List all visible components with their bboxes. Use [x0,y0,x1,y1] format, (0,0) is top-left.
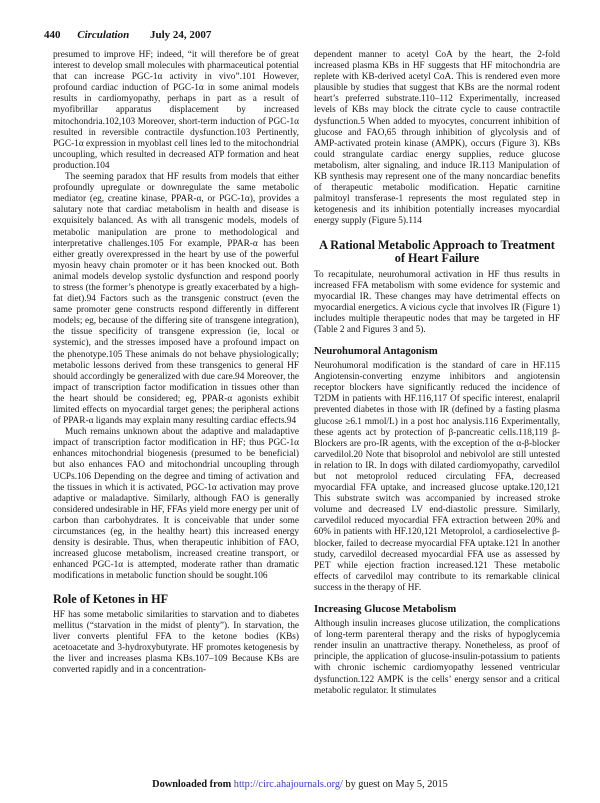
running-header [44,29,564,43]
journal-title: Circulation [77,29,130,41]
section-heading-rational-approach: A Rational Metabolic Approach to Treatment of Heart Failure [319,237,555,265]
body-paragraph: To recapitulate, neurohumoral activation in HF thus results in increased FFA metabolism with some evidence for systemic and myocardial IR. These changes may have detrimental effects on myocardial energetics. A vicious cycle that involves IR (Figure 1) includes multiple therapeutic nodes that may be targeted in HF (Table 2 and Figures 3 and 5). [314,269,560,335]
body-paragraph: Neurohumoral modification is the standard of care in HF.115 Angiotensin-converting enzyme inhibitors and angiotensin receptor blockers have significantly reduced the incidence of T2DM in patients with HF.116,117 Of specific interest, enalapril prevented diabetes in those with IR (defined by a fasting plasma glucose ≥6.1 mmol/L) in a post hoc analysis.116 Experimentally, these agents act by protection of β-pancreatic cells.118,119 β-Blockers are pro-IR agents, with the exception of the α-β-blocker carvedilol.20 Note that bisoprolol and nebivolol are still untested in relation to IR. In dogs with dilated cardiomyopathy, carvedilol but not metoprolol reduced circulating FFA, decreased myocardial FFA uptake, and increased glucose uptake.120,121 This substrate switch was accompanied by increased stroke volume and decreased LV end-diastolic pressure. Similarly, carvedilol reduced myocardial FFA extraction between 20% and 60% in patients with HF.120,121 Metoprolol, a cardioselective β-blocker, failed to decrease myocardial FFA uptake.121 In another study, carvedilol decreased myocardial FFA use as assessed by PET while ejection fraction increased.121 These metabolic effects of carvedilol may contribute to its remarkable clinical success in the therapy of HF. [314,361,560,593]
page-number: 440 [44,29,61,41]
issue-date: July 24, 2007 [149,29,212,41]
left-column [53,50,299,768]
body-paragraph: presumed to improve HF; indeed, “it will therefore be of great interest to develop small molecules with pharmaceutical potential that can increase PGC-1α activity in vivo”.101 However, profound cardiac induction of PGC-1α in some animal models results in cardiomyopathy, perhaps in part as a result of myofibrillar apparatus displacement by increased mitochondria.102,103 Moreover, short-term induction of PGC-1α resulted in reversible contractile dysfunction.103 Pertinently, PGC-1α expression in myoblast cell lines led to the mitochondrial uncoupling, which resulted in decreased ATP formation and heat production.104 [53,50,299,171]
footer-link[interactable]: http://circ.ahajournals.org/ [233,779,343,790]
body-paragraph: The seeming paradox that HF results from models that either profoundly upregulate or downregulate the same metabolic mediator (eg, creatine kinase, PPAR-α, or PGC-1α), provides a salutary note that cardiac metabolism in health and disease is exquisitely balanced. As with all transgenic models, models of metabolic manipulation are prone to methodological and interpretative challenges.105 For example, PPAR-α has been either greatly overexpressed in the heart by use of the powerful myosin heavy chain promoter or it has been knocked out. Both animal models develop systolic dysfunction and respond poorly to stress (the former’s phenotype is greatly exacerbated by a high-fat diet).94 Factors such as the transgenic construct (even the same promoter gene constructs respond differently in different models; eg, because of the differing site of transgene integration), the tissue specificity of transgene expression (ie, local or systemic), and the stresses imposed have a profound impact on the phenotype.105 These animals do not behave physiologically; metabolic lessons derived from these transgenics to general HF should accordingly be generalized with due care.94 Moreover, the impact of transcription factor modification in tissues other than the heart should be considered; eg, PPAR-α agonists exhibit limited effects on myocardial target genes; the peripheral actions of PPAR-α ligands may explain many resulting cardiac effects.94 [53,172,299,427]
body-paragraph: Much remains unknown about the adaptive and maladaptive impact of transcription factor modification in HF; thus PGC-1α enhances mitochondrial biogenesis (presumed to be beneficial) but also enhances FAO and mitochondrial uncoupling through UCPs.106 Depending on the degree and timing of activation and the tissues in which it is activated, PGC-1α activation may prove adaptive or maladaptive. Similarly, although FAO is generally considered undesirable in HF, FFAs yield more energy per unit of carbon than carbohydrates. It is conceivable that under some circumstances (eg, in the healthy heart) this increased energy density is desirable. Thus, when therapeutic inhibition of FAO, increased glucose metabolism, increased creatine transport, or enhanced PGC-1α is attempted, moderate rather than dramatic modifications in metabolic function should be sought.106 [53,427,299,582]
download-footer [0,779,600,790]
subsection-heading-glucose: Increasing Glucose Metabolism [314,604,457,616]
subsection-heading-neurohumoral: Neurohumoral Antagonism [314,346,438,358]
body-paragraph: Although insulin increases glucose utilization, the complications of long-term parenteral therapy and the risks of hypoglycemia render insulin an unattractive therapy. Nonetheless, as proof of principle, the application of glucose-insulin-potassium to patients with chronic ischemic cardiomyopathy lessened ventricular dysfunction.122 AMPK is the cells’ energy sensor and a critical metabolic regulator. It stimulates [314,619,560,696]
footer-prefix: Downloaded from [152,779,234,790]
right-column [314,50,560,768]
body-paragraph: dependent manner to acetyl CoA by the heart, the 2-fold increased plasma KBs in HF suggests that HF mitochondria are replete with KB-derived acetyl CoA. This is rendered even more plausible by studies that suggest that KBs are the normal rodent heart’s preferred substrate.110–112 Experimentally, increased levels of KBs may block the citrate cycle to cause contractile dysfunction.5 When added to myocytes, concurrent inhibition of glucose and FAO,65 through inhibition of glycolysis and of AMP-activated protein kinase (AMPK), occurs (Figure 3). KBs could strangulate cardiac energy supplies, reduce glucose metabolism, alter signaling, and induce IR.113 Manipulation of KB synthesis may represent one of the many noncardiac benefits of therapeutic metabolic modification. Hepatic carnitine palmitoyl transferase-1 represents the most regulated step in ketogenesis and its inhibition potentially increases myocardial energy supply (Figure 5).114 [314,50,560,227]
body-paragraph: HF has some metabolic similarities to starvation and to diabetes mellitus (“starvation in the midst of plenty”). In starvation, the liver converts plentiful FFA to the ketone bodies (KBs) acetoacetate and 3-hydroxybutyrate. HF promotes ketogenesis by the liver and increases plasma KBs.107–109 Because KBs are converted rapidly and in a concentration- [53,610,299,676]
section-heading-ketones: Role of Ketones in HF [53,591,169,606]
footer-suffix: by guest on May 5, 2015 [342,779,448,790]
